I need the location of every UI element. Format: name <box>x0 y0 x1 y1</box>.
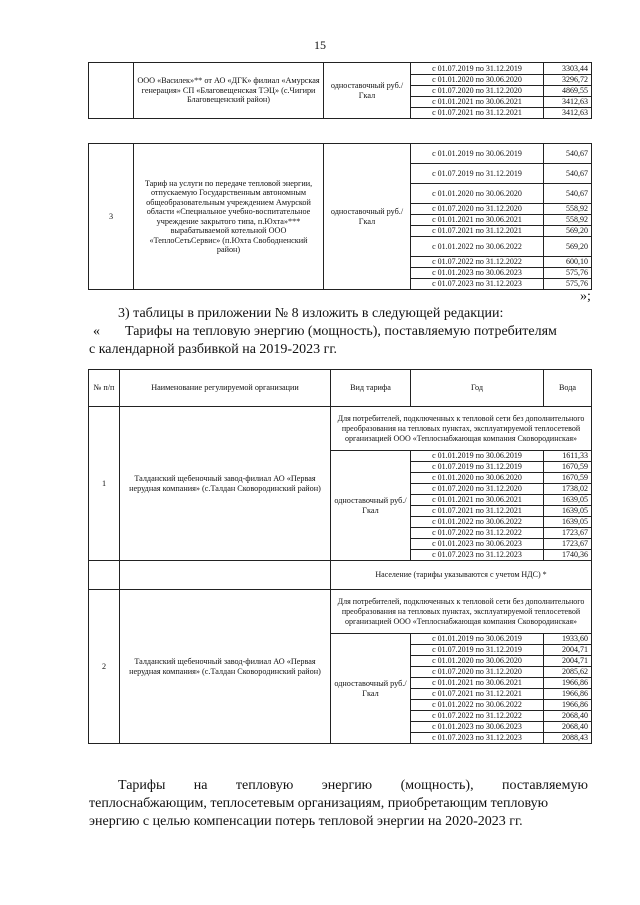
population-note: Население (тарифы указываются с учетом НДС) * <box>331 561 592 590</box>
value-cell: 569,20 <box>544 237 592 257</box>
period-cell: с 01.01.2021 по 30.06.2021 <box>411 495 544 506</box>
header-water: Вода <box>544 370 592 407</box>
period-cell: с 01.01.2021 по 30.06.2021 <box>411 678 544 689</box>
value-cell: 1723,67 <box>544 528 592 539</box>
value-cell: 2088,43 <box>544 733 592 744</box>
value-cell: 540,67 <box>544 144 592 164</box>
row-number-cell: 1 <box>89 407 120 561</box>
value-cell: 1723,67 <box>544 539 592 550</box>
section-heading-line2: с календарной разбивкой на 2019-2023 гг. <box>89 342 337 357</box>
period-cell: с 01.01.2019 по 30.06.2019 <box>411 451 544 462</box>
value-cell: 1933,60 <box>544 634 592 645</box>
value-cell: 1611,33 <box>544 451 592 462</box>
period-cell: с 01.07.2020 по 31.12.2020 <box>411 204 544 215</box>
row-number-cell: 2 <box>89 590 120 744</box>
period-cell: с 01.07.2019 по 31.12.2019 <box>411 462 544 473</box>
word: (мощность), <box>400 778 474 793</box>
value-cell: 575,76 <box>544 268 592 279</box>
closing-mark: »; <box>580 289 591 304</box>
final-paragraph-line3: энергию с целью компенсации потерь тепловой энергии на 2020-2023 гг. <box>89 814 523 829</box>
value-cell: 1966,86 <box>544 700 592 711</box>
tariff-type-cell: одноставочный руб./Гкал <box>324 144 411 290</box>
value-cell: 1740,36 <box>544 550 592 561</box>
period-cell: с 01.07.2022 по 31.12.2022 <box>411 528 544 539</box>
period-cell: с 01.07.2022 по 31.12.2022 <box>411 257 544 268</box>
consumers-note: Для потребителей, подключенных к тепловой сети без дополнительного преобразования на тепловых пунктах, эксплуатируемой теплосетевой организацией ООО «Теплоснабжающая компания Сковородинская» <box>331 407 592 451</box>
paragraph-3: 3) таблицы в приложении № 8 изложить в следующей редакции: <box>118 306 504 321</box>
period-cell: с 01.07.2019 по 31.12.2019 <box>411 63 544 75</box>
period-cell: с 01.01.2022 по 30.06.2022 <box>411 517 544 528</box>
period-cell: с 01.07.2023 по 31.12.2023 <box>411 550 544 561</box>
value-cell: 540,67 <box>544 184 592 204</box>
org-name-cell: Тариф на услуги по передаче тепловой энергии, отпускаемую Государственным автономным общеобразовательным учреждением Амурской области «Специальное учебно-воспитательное учреждение закрытого типа, п.Юхта»*** вырабатываемой котельной ООО «ТеплоСетьСервис» (п.Юхта Свободненский район) <box>134 144 324 290</box>
period-cell: с 01.01.2020 по 30.06.2020 <box>411 473 544 484</box>
value-cell: 1639,05 <box>544 517 592 528</box>
value-cell: 558,92 <box>544 204 592 215</box>
period-cell: с 01.01.2020 по 30.06.2020 <box>411 75 544 86</box>
tariff-table-1 <box>88 62 592 119</box>
period-cell: с 01.01.2021 по 30.06.2021 <box>411 215 544 226</box>
period-cell: с 01.07.2020 по 31.12.2020 <box>411 484 544 495</box>
period-cell: с 01.01.2023 по 30.06.2023 <box>411 722 544 733</box>
period-cell: с 01.07.2021 по 31.12.2021 <box>411 506 544 517</box>
period-cell: с 01.01.2020 по 30.06.2020 <box>411 184 544 204</box>
empty-cell <box>89 561 120 590</box>
final-paragraph-line1 <box>118 777 588 794</box>
period-cell: с 01.07.2020 по 31.12.2020 <box>411 667 544 678</box>
header-organization: Наименование регулируемой организации <box>120 370 331 407</box>
period-cell: с 01.07.2021 по 31.12.2021 <box>411 108 544 119</box>
period-cell: с 01.01.2021 по 30.06.2021 <box>411 97 544 108</box>
row-number-cell: 3 <box>89 144 134 290</box>
value-cell: 3296,72 <box>544 75 592 86</box>
period-cell: с 01.01.2022 по 30.06.2022 <box>411 237 544 257</box>
period-cell: с 01.07.2023 по 31.12.2023 <box>411 279 544 290</box>
org-name-cell: Талданский щебеночный завод-филиал АО «Первая нерудная компания» (с.Талдан Сковородинский район) <box>120 590 331 744</box>
header-year: Год <box>411 370 544 407</box>
value-cell: 558,92 <box>544 215 592 226</box>
header-number: № п/п <box>89 370 120 407</box>
period-cell: с 01.07.2023 по 31.12.2023 <box>411 733 544 744</box>
word: тепловую <box>235 778 294 793</box>
value-cell: 569,20 <box>544 226 592 237</box>
period-cell: с 01.01.2019 по 30.06.2019 <box>411 634 544 645</box>
value-cell: 600,10 <box>544 257 592 268</box>
period-cell: с 01.01.2019 по 30.06.2019 <box>411 144 544 164</box>
period-cell: с 01.01.2020 по 30.06.2020 <box>411 656 544 667</box>
period-cell: с 01.07.2021 по 31.12.2021 <box>411 226 544 237</box>
period-cell: с 01.01.2023 по 30.06.2023 <box>411 268 544 279</box>
tariff-type-cell: одноставочный руб./Гкал <box>331 634 411 744</box>
consumers-note: Для потребителей, подключенных к тепловой сети без дополнительного преобразования на тепловых пунктах, эксплуатируемой теплосетевой организацией ООО «Теплоснабжающая компания Сковородинская» <box>331 590 592 634</box>
final-paragraph-line2: теплоснабжающим, теплосетевым организациям, приобретающим тепловую <box>89 796 549 811</box>
page-number: 15 <box>314 38 326 52</box>
section-heading: Тарифы на тепловую энергию (мощность), поставляемую потребителям <box>125 324 557 339</box>
period-cell: с 01.07.2019 по 31.12.2019 <box>411 164 544 184</box>
value-cell: 1966,86 <box>544 689 592 700</box>
value-cell: 2004,71 <box>544 656 592 667</box>
period-cell: с 01.07.2020 по 31.12.2020 <box>411 86 544 97</box>
value-cell: 540,67 <box>544 164 592 184</box>
period-cell: с 01.07.2022 по 31.12.2022 <box>411 711 544 722</box>
value-cell: 1639,05 <box>544 495 592 506</box>
value-cell: 3303,44 <box>544 63 592 75</box>
period-cell: с 01.07.2021 по 31.12.2021 <box>411 689 544 700</box>
period-cell: с 01.01.2023 по 30.06.2023 <box>411 539 544 550</box>
table-cell-number <box>89 63 134 119</box>
tariff-table-2 <box>88 143 592 290</box>
opening-quote: « <box>93 324 100 339</box>
value-cell: 2068,40 <box>544 722 592 733</box>
org-name-cell: ООО «Василек»** от АО «ДГК» филиал «Амурская генерация» СП «Благовещенская ТЭЦ» (с.Чигири Благовещенский район) <box>134 63 324 119</box>
header-tariff-type: Вид тарифа <box>331 370 411 407</box>
period-cell: с 01.01.2022 по 30.06.2022 <box>411 700 544 711</box>
word: поставляемую <box>502 778 588 793</box>
value-cell: 2004,71 <box>544 645 592 656</box>
value-cell: 1670,59 <box>544 473 592 484</box>
value-cell: 3412,63 <box>544 108 592 119</box>
value-cell: 2068,40 <box>544 711 592 722</box>
value-cell: 2085,62 <box>544 667 592 678</box>
tariff-type-cell: одноставочный руб./Гкал <box>324 63 411 119</box>
word: энергию <box>321 778 373 793</box>
word: на <box>193 778 208 793</box>
tariff-type-cell: одноставочный руб./Гкал <box>331 451 411 561</box>
value-cell: 1738,02 <box>544 484 592 495</box>
org-name-cell: Талданский щебеночный завод-филиал АО «Первая нерудная компания» (с.Талдан Сковородинский район) <box>120 407 331 561</box>
value-cell: 3412,63 <box>544 97 592 108</box>
value-cell: 575,76 <box>544 279 592 290</box>
empty-cell <box>120 561 331 590</box>
value-cell: 1639,05 <box>544 506 592 517</box>
value-cell: 4869,55 <box>544 86 592 97</box>
value-cell: 1670,59 <box>544 462 592 473</box>
tariff-table-3 <box>88 369 592 744</box>
period-cell: с 01.07.2019 по 31.12.2019 <box>411 645 544 656</box>
word: Тарифы <box>118 778 166 793</box>
value-cell: 1966,86 <box>544 678 592 689</box>
